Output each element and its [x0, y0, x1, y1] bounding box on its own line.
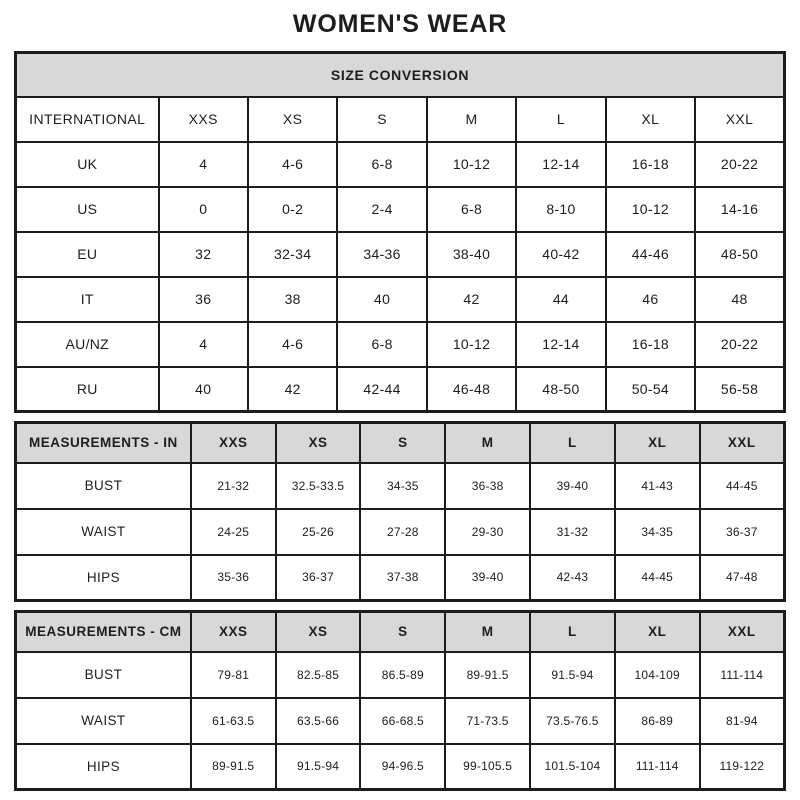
column-header-size: M: [445, 423, 530, 463]
value-cell: 40: [337, 277, 426, 322]
column-header-size: XS: [276, 423, 361, 463]
row-label: IT: [16, 277, 159, 322]
value-cell: 63.5-66: [276, 698, 361, 744]
row-label: AU/NZ: [16, 322, 159, 367]
table-row: [16, 555, 785, 601]
value-cell: 48-50: [516, 367, 605, 412]
value-cell: 34-35: [360, 463, 445, 509]
value-cell: 4: [159, 142, 248, 187]
row-label: RU: [16, 367, 159, 412]
value-cell: 8-10: [516, 187, 605, 232]
row-label: US: [16, 187, 159, 232]
value-cell: 44-45: [700, 463, 785, 509]
table-row: [16, 509, 785, 555]
value-cell: 46-48: [427, 367, 516, 412]
section-title-measurements-cm: MEASUREMENTS - CM: [16, 612, 191, 652]
value-cell: 82.5-85: [276, 652, 361, 698]
value-cell: 46: [606, 277, 695, 322]
measurements-cm-table: [14, 610, 786, 791]
value-cell: 89-91.5: [445, 652, 530, 698]
value-cell: 91.5-94: [530, 652, 615, 698]
value-cell: 40: [159, 367, 248, 412]
table-row: [16, 463, 785, 509]
value-cell: 36-37: [700, 509, 785, 555]
table-row: [16, 367, 785, 412]
value-cell: 86.5-89: [360, 652, 445, 698]
value-cell: 48: [695, 277, 784, 322]
value-cell: 119-122: [700, 744, 785, 790]
value-cell: 12-14: [516, 322, 605, 367]
value-cell: 41-43: [615, 463, 700, 509]
value-cell: 34-36: [337, 232, 426, 277]
column-header-size: L: [516, 97, 605, 142]
value-cell: 24-25: [191, 509, 276, 555]
value-cell: 38: [248, 277, 337, 322]
value-cell: 42-44: [337, 367, 426, 412]
row-label: BUST: [16, 463, 191, 509]
table-row: [16, 232, 785, 277]
table-row: [16, 277, 785, 322]
row-label: BUST: [16, 652, 191, 698]
value-cell: 44: [516, 277, 605, 322]
section-title-size-conversion: SIZE CONVERSION: [16, 53, 785, 97]
table-row: [16, 187, 785, 232]
value-cell: 36: [159, 277, 248, 322]
value-cell: 47-48: [700, 555, 785, 601]
column-header-international: INTERNATIONAL: [16, 97, 159, 142]
column-header-size: L: [530, 612, 615, 652]
value-cell: 12-14: [516, 142, 605, 187]
value-cell: 25-26: [276, 509, 361, 555]
section-header-row: [16, 423, 785, 463]
column-header-size: L: [530, 423, 615, 463]
column-header-size: M: [445, 612, 530, 652]
value-cell: 35-36: [191, 555, 276, 601]
value-cell: 111-114: [700, 652, 785, 698]
row-label: UK: [16, 142, 159, 187]
value-cell: 0: [159, 187, 248, 232]
value-cell: 0-2: [248, 187, 337, 232]
value-cell: 39-40: [530, 463, 615, 509]
value-cell: 81-94: [700, 698, 785, 744]
value-cell: 27-28: [360, 509, 445, 555]
value-cell: 44-45: [615, 555, 700, 601]
value-cell: 10-12: [427, 322, 516, 367]
column-header-size: XXL: [695, 97, 784, 142]
value-cell: 4: [159, 322, 248, 367]
value-cell: 39-40: [445, 555, 530, 601]
value-cell: 36-38: [445, 463, 530, 509]
value-cell: 73.5-76.5: [530, 698, 615, 744]
value-cell: 111-114: [615, 744, 700, 790]
value-cell: 94-96.5: [360, 744, 445, 790]
column-header-size: XXS: [191, 423, 276, 463]
column-header-row: [16, 97, 785, 142]
value-cell: 66-68.5: [360, 698, 445, 744]
value-cell: 36-37: [276, 555, 361, 601]
column-header-size: M: [427, 97, 516, 142]
value-cell: 6-8: [427, 187, 516, 232]
value-cell: 37-38: [360, 555, 445, 601]
row-label: EU: [16, 232, 159, 277]
column-header-size: XS: [248, 97, 337, 142]
column-header-size: XS: [276, 612, 361, 652]
table-row: [16, 142, 785, 187]
value-cell: 42-43: [530, 555, 615, 601]
value-cell: 32: [159, 232, 248, 277]
value-cell: 4-6: [248, 142, 337, 187]
value-cell: 20-22: [695, 322, 784, 367]
value-cell: 61-63.5: [191, 698, 276, 744]
column-header-size: XL: [615, 612, 700, 652]
value-cell: 6-8: [337, 142, 426, 187]
value-cell: 32.5-33.5: [276, 463, 361, 509]
table-row: [16, 322, 785, 367]
value-cell: 29-30: [445, 509, 530, 555]
value-cell: 16-18: [606, 142, 695, 187]
value-cell: 34-35: [615, 509, 700, 555]
value-cell: 32-34: [248, 232, 337, 277]
value-cell: 101.5-104: [530, 744, 615, 790]
value-cell: 56-58: [695, 367, 784, 412]
value-cell: 31-32: [530, 509, 615, 555]
column-header-size: XXL: [700, 423, 785, 463]
table-row: [16, 652, 785, 698]
value-cell: 71-73.5: [445, 698, 530, 744]
column-header-size: S: [360, 423, 445, 463]
column-header-size: XXL: [700, 612, 785, 652]
column-header-size: XL: [606, 97, 695, 142]
value-cell: 10-12: [606, 187, 695, 232]
measurements-in-table: [14, 421, 786, 602]
value-cell: 86-89: [615, 698, 700, 744]
value-cell: 99-105.5: [445, 744, 530, 790]
value-cell: 104-109: [615, 652, 700, 698]
column-header-size: XXS: [159, 97, 248, 142]
value-cell: 89-91.5: [191, 744, 276, 790]
row-label: WAIST: [16, 698, 191, 744]
table-row: [16, 744, 785, 790]
column-header-size: XL: [615, 423, 700, 463]
value-cell: 38-40: [427, 232, 516, 277]
section-title-measurements-in: MEASUREMENTS - IN: [16, 423, 191, 463]
value-cell: 50-54: [606, 367, 695, 412]
section-header-row: [16, 53, 785, 97]
value-cell: 48-50: [695, 232, 784, 277]
value-cell: 10-12: [427, 142, 516, 187]
column-header-size: XXS: [191, 612, 276, 652]
row-label: HIPS: [16, 744, 191, 790]
value-cell: 91.5-94: [276, 744, 361, 790]
size-conversion-table: [14, 51, 786, 413]
value-cell: 14-16: [695, 187, 784, 232]
column-header-size: S: [360, 612, 445, 652]
value-cell: 42: [427, 277, 516, 322]
row-label: HIPS: [16, 555, 191, 601]
value-cell: 21-32: [191, 463, 276, 509]
value-cell: 40-42: [516, 232, 605, 277]
column-header-size: S: [337, 97, 426, 142]
value-cell: 4-6: [248, 322, 337, 367]
row-label: WAIST: [16, 509, 191, 555]
value-cell: 2-4: [337, 187, 426, 232]
value-cell: 16-18: [606, 322, 695, 367]
value-cell: 6-8: [337, 322, 426, 367]
value-cell: 79-81: [191, 652, 276, 698]
value-cell: 44-46: [606, 232, 695, 277]
value-cell: 20-22: [695, 142, 784, 187]
section-header-row: [16, 612, 785, 652]
table-row: [16, 698, 785, 744]
value-cell: 42: [248, 367, 337, 412]
page-title: WOMEN'S WEAR: [292, 10, 508, 38]
